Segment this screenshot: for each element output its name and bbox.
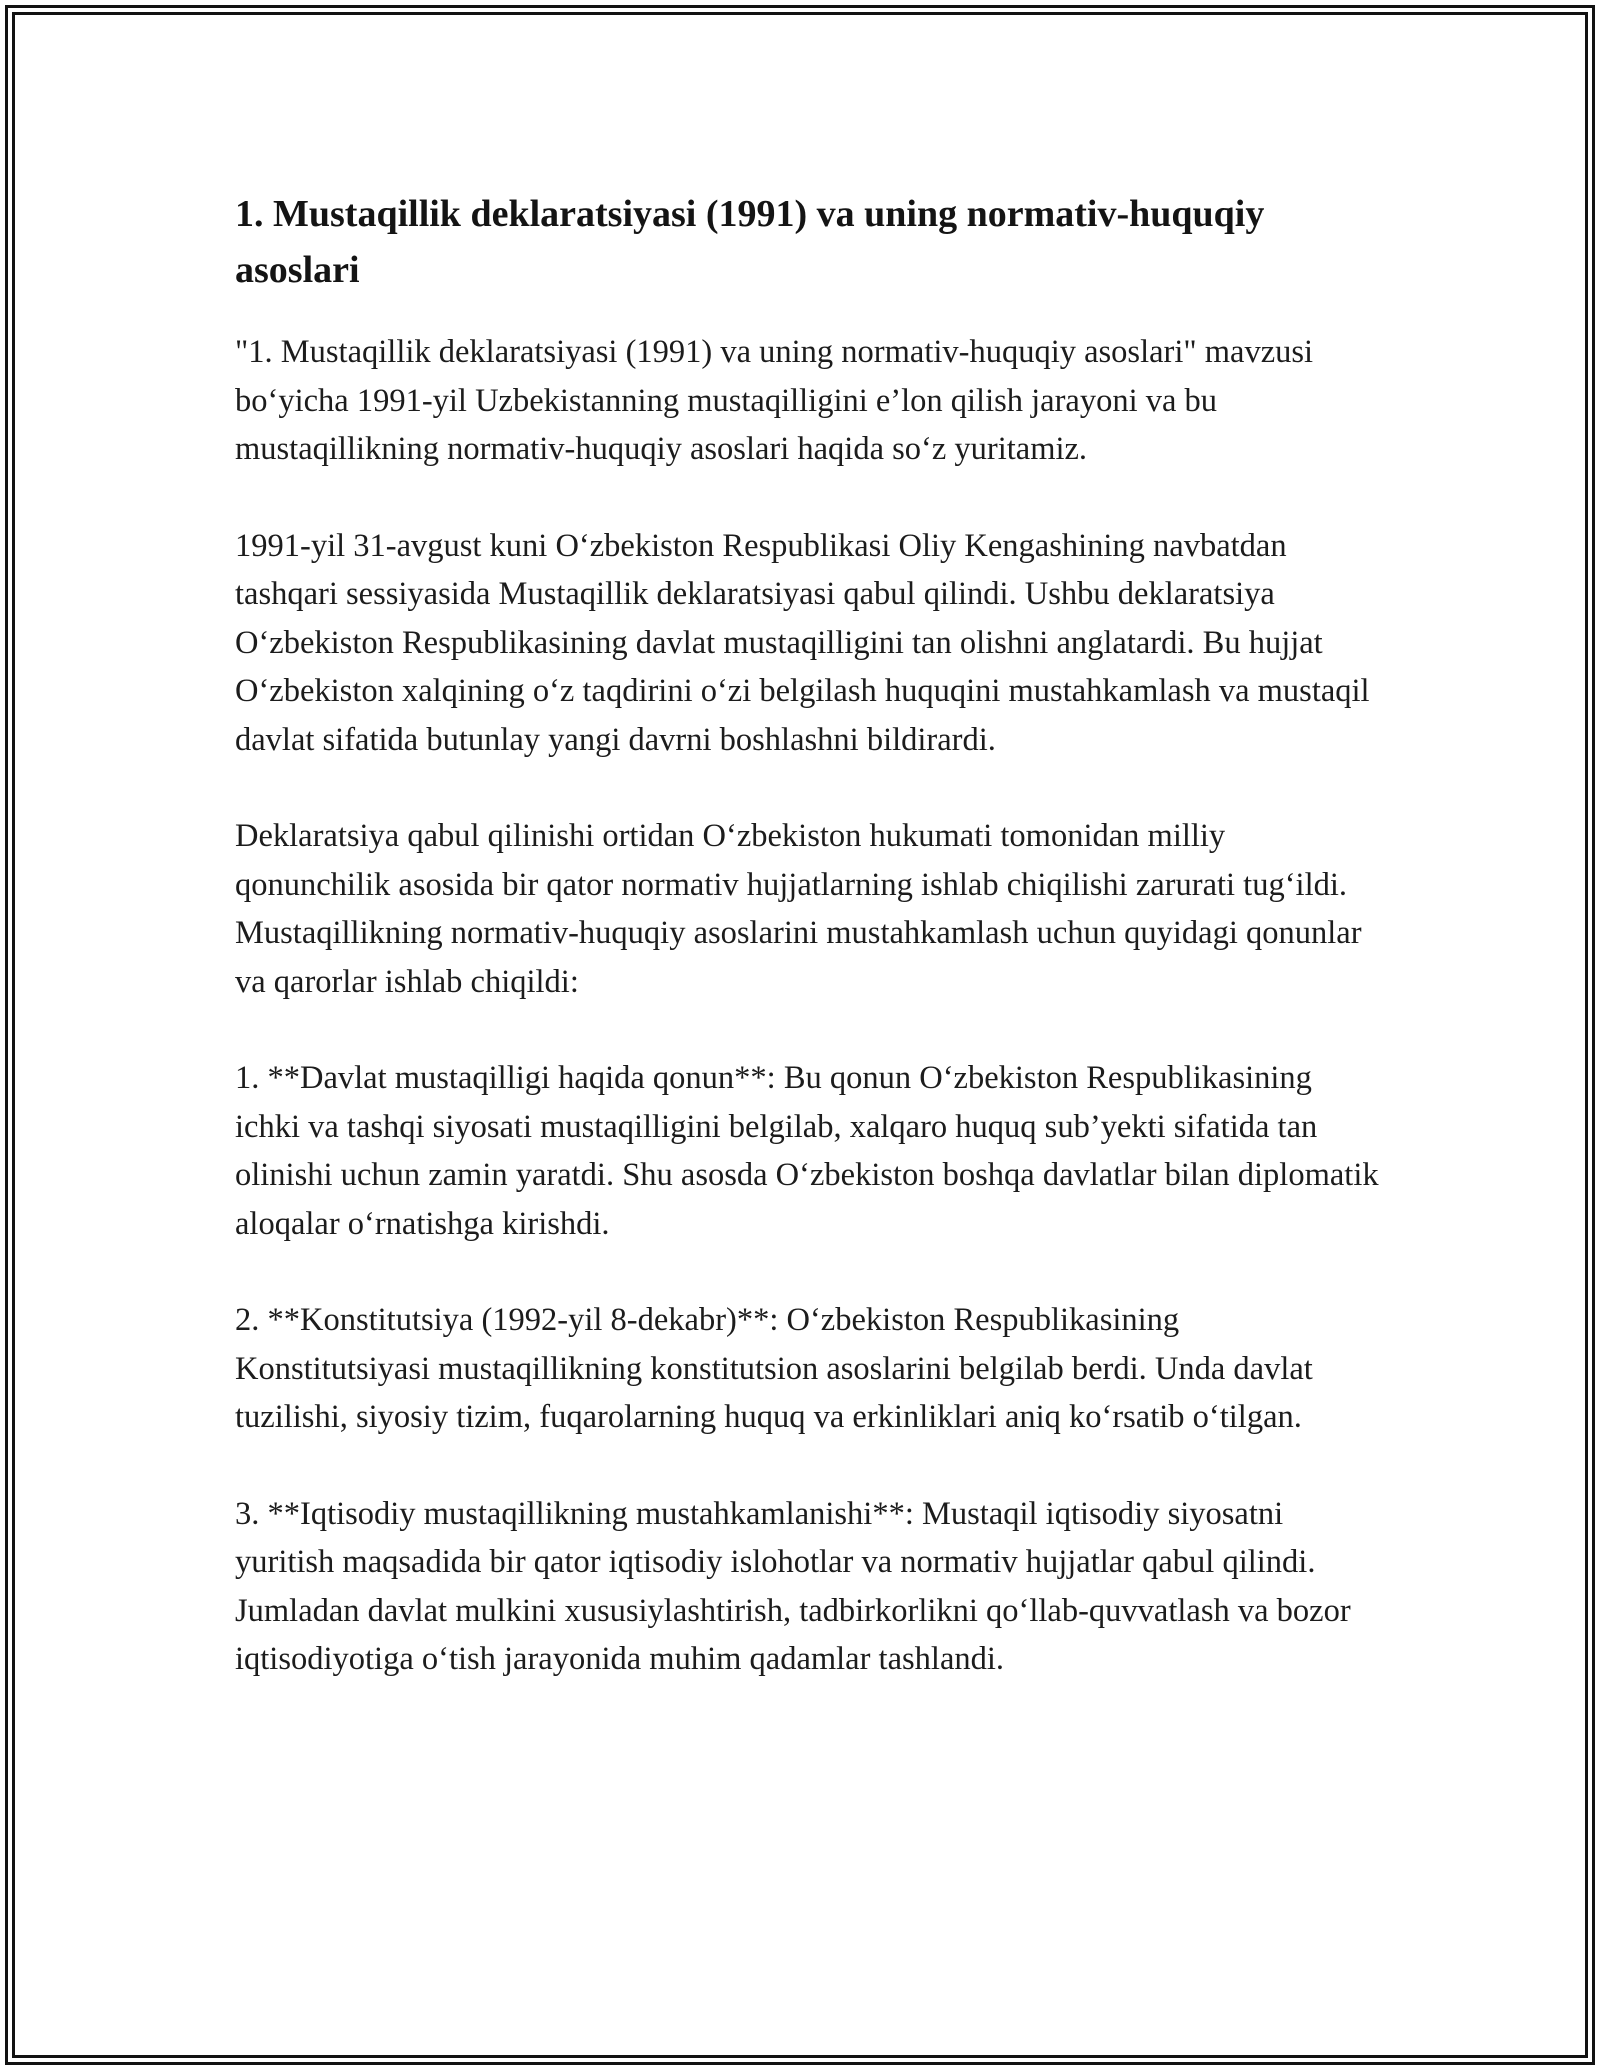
document-title: 1. Mustaqillik deklaratsiyasi (1991) va uning normativ-huquqiy asoslari	[235, 193, 1265, 291]
list-item-independence-law: 1. **Davlat mustaqilligi haqida qonun**: Bu qonun O‘zbekiston Respublikasining ichki va tashqi siyosati mustaqilligini belgilab, xalqaro huquq sub’yekti sifatida tan olinishi uchun zamin yaratdi. Shu asosda O‘zbekiston boshqa davlatlar bilan diplomatik aloqalar o‘rnatishga kirishdi.	[235, 1060, 1379, 1242]
intro-paragraph: "1. Mustaqillik deklaratsiyasi (1991) va uning normativ-huquqiy asoslari" mavzusi bo‘yicha 1991-yil Uzbekistanning mustaqilligini e’lon qilish jarayoni va bu mustaqillikning normativ-huquqiy asoslari haqida so‘z yuritamiz.	[235, 334, 1314, 467]
list-item-economic-independence: 3. **Iqtisodiy mustaqillikning mustahkamlanishi**: Mustaqil iqtisodiy siyosatni yuritish maqsadida bir qator iqtisodiy islohotlar va normativ hujjatlar qabul qilindi. Jumladan davlat mulkini xususiylashtirish, tadbirkorlikni qo‘llab-quvvatlash va bozor iqtisodiyotiga o‘tish jarayonida muhim qadamlar tashlandi.	[235, 1495, 1351, 1677]
document-body	[235, 186, 1380, 1732]
legal-basis-paragraph: Deklaratsiya qabul qilinishi ortidan O‘zbekiston hukumati tomonidan milliy qonunchilik asosida bir qator normativ hujjatlarning ishlab chiqilishi zarurati tug‘ildi. Mustaqillikning normativ-huquqiy asoslarini mustahkamlash uchun quyidagi qonunlar va qarorlar ishlab chiqildi:	[235, 818, 1362, 1000]
declaration-paragraph: 1991-yil 31-avgust kuni O‘zbekiston Respublikasi Oliy Kengashining navbatdan tashqari sessiyasida Mustaqillik deklaratsiyasi qabul qilindi. Ushbu deklaratsiya O‘zbekiston Respublikasining davlat mustaqilligini tan olishni anglatardi. Bu hujjat O‘zbekiston xalqining o‘z taqdirini o‘zi belgilash huquqini mustahkamlash va mustaqil davlat sifatida butunlay yangi davrni boshlashni bildirardi.	[235, 527, 1370, 758]
list-item-constitution: 2. **Konstitutsiya (1992-yil 8-dekabr)**: O‘zbekiston Respublikasining Konstitutsiyasi mustaqillikning konstitutsion asoslarini belgilab berdi. Unda davlat tuzilishi, siyosiy tizim, fuqarolarning huquq va erkinliklari aniq ko‘rsatib o‘tilgan.	[235, 1302, 1313, 1435]
